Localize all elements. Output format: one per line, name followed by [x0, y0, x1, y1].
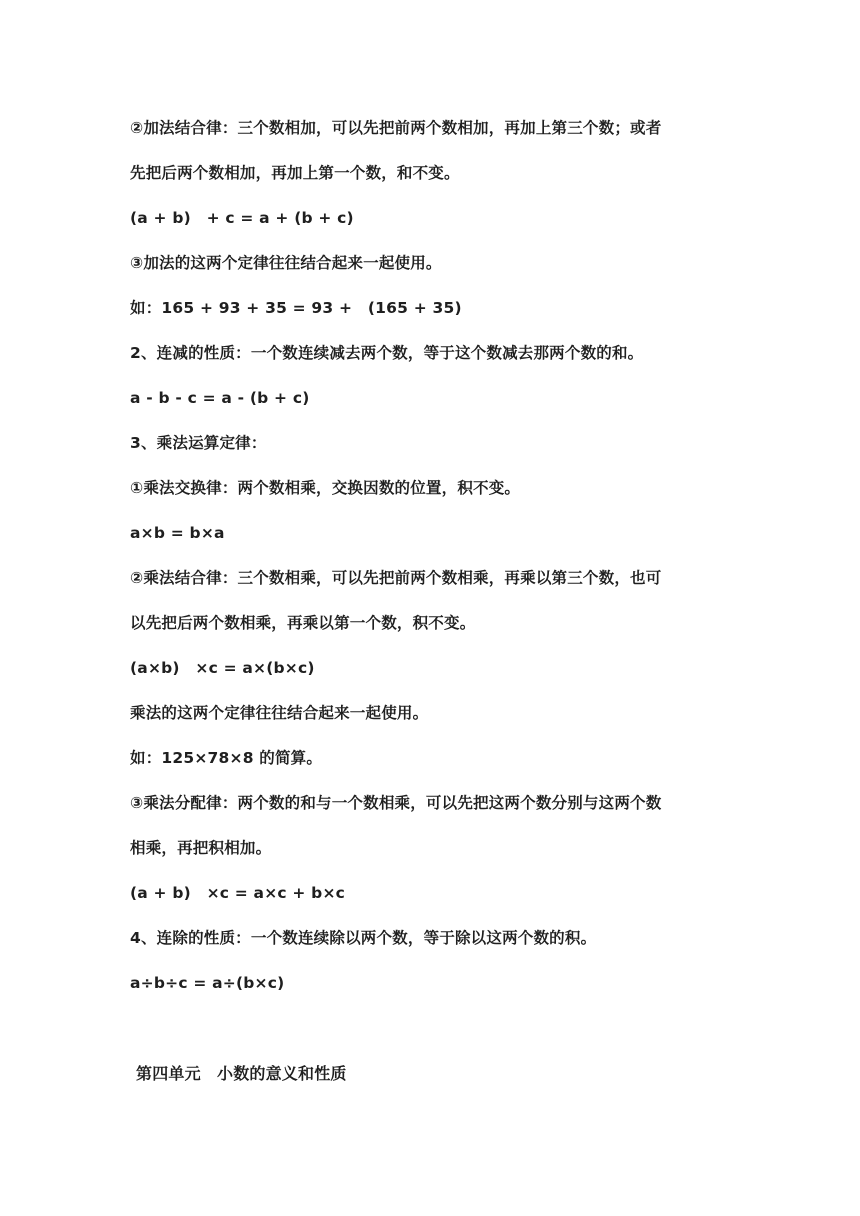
text-line-multiplication-laws: 3、乘法运算定律： [130, 434, 267, 452]
text-line-addition-combined: ③加法的这两个定律往往结合起来一起使用。 [130, 254, 442, 272]
text-line-subtraction-property: 2、连减的性质：一个数连续减去两个数，等于这个数减去那两个数的和。 [130, 344, 644, 362]
text-line-division-property: 4、连除的性质：一个数连续除以两个数，等于除以这两个数的积。 [130, 929, 597, 947]
formula-subtraction: a - b - c = a - (b + c) [130, 389, 310, 407]
example-addition: 如：165 + 93 + 35 = 93 + (165 + 35) [130, 299, 462, 317]
text-line-distributive-2: 相乘，再把积相加。 [130, 839, 272, 857]
formula-distributive: (a + b) ×c = a×c + b×c [130, 884, 346, 902]
example-multiplication: 如：125×78×8 的简算。 [130, 749, 323, 767]
text-line-multiplication-associative-2: 以先把后两个数相乘，再乘以第一个数，积不变。 [130, 614, 476, 632]
text-line-distributive-1: ③乘法分配律：两个数的和与一个数相乘，可以先把这两个数分别与这两个数 [130, 794, 662, 812]
formula-division: a÷b÷c = a÷(b×c) [130, 974, 285, 992]
formula-multiplication-commutative: a×b = b×a [130, 524, 225, 542]
text-line-multiplication-commutative: ①乘法交换律：两个数相乘，交换因数的位置，积不变。 [130, 479, 521, 497]
formula-addition-associative: (a + b) + c = a + (b + c) [130, 209, 354, 227]
text-line-addition-associative-2: 先把后两个数相加，再加上第一个数，和不变。 [130, 164, 460, 182]
text-line-multiplication-combined: 乘法的这两个定律往往结合起来一起使用。 [130, 704, 429, 722]
section-heading: 第四单元 小数的意义和性质 [136, 1064, 347, 1083]
formula-multiplication-associative: (a×b) ×c = a×(b×c) [130, 659, 315, 677]
text-line-addition-associative-1: ②加法结合律：三个数相加，可以先把前两个数相加，再加上第三个数；或者 [130, 119, 662, 137]
text-line-multiplication-associative-1: ②乘法结合律：三个数相乘，可以先把前两个数相乘，再乘以第三个数，也可 [130, 569, 662, 587]
